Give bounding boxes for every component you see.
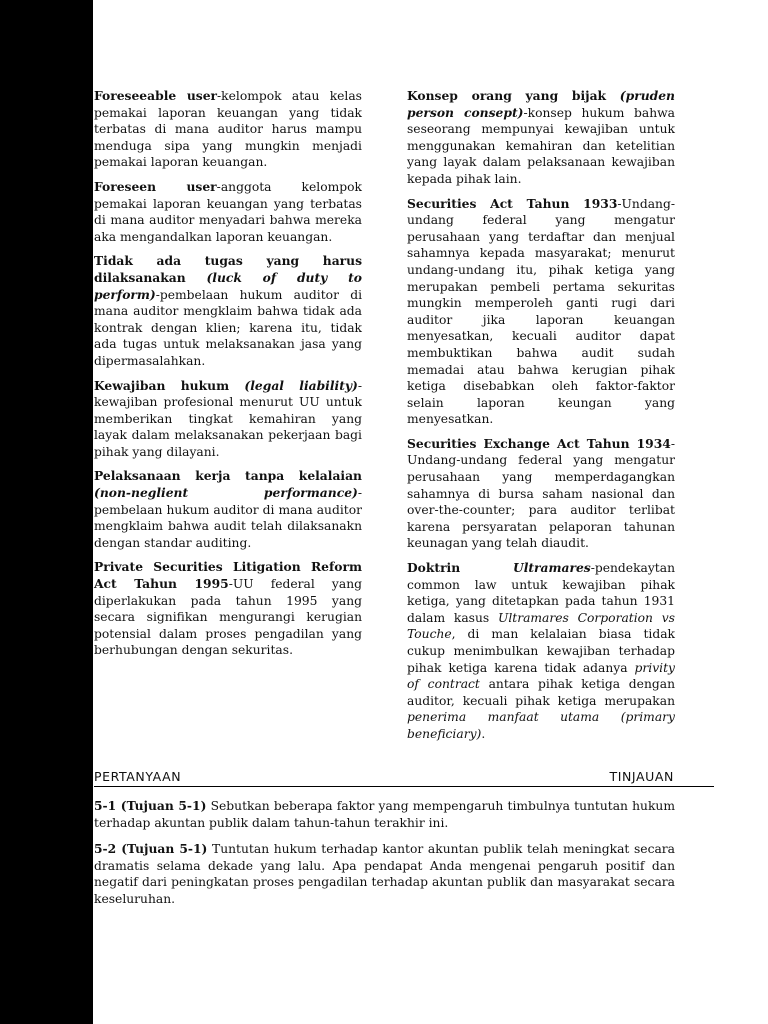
question-item xyxy=(94,798,675,831)
glossary-term: Foreseen user xyxy=(94,178,217,194)
glossary-definition: , di man kelalaian biasa tidak cukup menimbulkan kewajiban terhadap pihak ketiga karena tidak adanya xyxy=(407,627,675,675)
glossary-entry xyxy=(94,468,362,551)
glossary-term: Doktrin xyxy=(407,560,513,576)
section-header xyxy=(94,768,714,787)
glossary-emphasis: privity of contract xyxy=(407,660,675,692)
left-margin-bar xyxy=(0,0,93,1024)
glossary-definition: . xyxy=(481,726,486,741)
section-title-right: TINJAUAN xyxy=(609,769,674,784)
glossary-term: Tidak ada tugas yang harus dilaksanakan xyxy=(94,253,362,285)
glossary-entry xyxy=(407,88,675,188)
glossary-emphasis: Ultramares Corporation vs Touche xyxy=(407,610,675,642)
glossary-definition: -kewajiban profesional menurut UU untuk memberikan tingkat kemahiran yang layak dalam melaksanakan pekerjaan bagi pihak yang dilayani. xyxy=(94,378,362,459)
question-text: Sebutkan beberapa faktor yang mempengaruh timbulnya tuntutan hukum terhadap akuntan publik dalam tahun-tahun terakhir ini. xyxy=(94,799,676,830)
glossary-entry xyxy=(94,253,362,369)
glossary-definition: - pembelaan hukum auditor di mana auditor mengklaim bahwa audit telah dilaksanakn dengan standar auditing. xyxy=(94,486,362,550)
glossary-entry xyxy=(94,378,362,461)
glossary-entry xyxy=(94,559,362,659)
glossary-definition: antara pihak ketiga dengan auditor, kecuali pihak ketiga merupakan xyxy=(407,677,675,708)
glossary-term: Private Securities Litigation Reform Act Tahun 1995 xyxy=(94,559,362,592)
glossary-term: Securities Act Tahun 1933 xyxy=(407,195,618,211)
glossary-term: Kewajiban hukum xyxy=(94,377,245,393)
glossary-definition: -Undang-undang federal yang mengatur perusahaan yang memperdagangkan sahamnya di bursa saham nasional dan over-the-counter; para auditor terlibat karena persyaratan pelaporan tahunan keunagan yang telah diaudit. xyxy=(407,436,675,551)
glossary-entry xyxy=(94,88,362,171)
glossary-emphasis: (non-neglient performance) xyxy=(94,485,358,501)
glossary-term: Konsep orang yang bijak xyxy=(407,88,620,103)
glossary-entry xyxy=(407,196,675,428)
glossary-emphasis: penerima manfaat utama (primary beneficiary) xyxy=(407,710,675,741)
glossary-right-column xyxy=(407,88,675,751)
question-number: 5-1 (Tujuan 5-1) xyxy=(94,798,207,813)
section-title-left: PERTANYAAN xyxy=(94,769,182,784)
glossary-term: Foreseeable user xyxy=(94,88,218,103)
glossary-term: Pelaksanaan kerja tanpa kelalaian xyxy=(94,468,362,484)
glossary-definition: -pendekaytan common law untuk kewajiban pihak ketiga, yang ditetapkan pada tahun 1931 dalam kasus xyxy=(407,561,675,625)
glossary-entry xyxy=(407,436,675,552)
glossary-left-column xyxy=(94,88,362,667)
glossary-definition: -UU federal yang diperlakukan pada tahun 1995 yang secara signifikan mengurangi kerugian potensial dalam proses pengadilan yang berhubungan dengan sekuritas. xyxy=(94,577,362,658)
glossary-emphasis: (legal liability) xyxy=(244,377,358,393)
glossary-emphasis: (luck of duty to perform) xyxy=(94,269,362,302)
glossary-definition: -Undang-undang federal yang mengatur perusahaan yang terdaftar dan menjual sahamnya kepada masyarakat; menurut undang-undang itu, pihak ketiga yang merupakan pembeli pertama sekuritas mungkin memperoleh ganti rugi dari auditor jika laporan keuangan menyesatkan, kecuali auditor dapat membuktikan bahwa audit sudah memadai atau bahwa kerugian pihak ketiga disebabkan oleh faktor-faktor selain laporan keungan yang menyesatkan. xyxy=(407,196,675,427)
glossary-definition: -anggota kelompok pemakai laporan keuangan yang terbatas di mana auditor menyadari bahwa mereka aka mengandalkan laporan keuangan. xyxy=(94,179,362,244)
glossary-definition: -kelompok atau kelas pemakai laporan keuangan yang tidak terbatas di mana auditor harus mampu menduga sipa yang mungkin menjadi pemakai laporan keuangan. xyxy=(94,89,362,170)
glossary-term: Securities Exchange Act Tahun 1934 xyxy=(407,435,671,451)
question-item xyxy=(94,841,675,907)
glossary-emphasis: Ultramares xyxy=(512,560,591,576)
glossary-entry xyxy=(407,560,675,743)
question-text: Tuntutan hukum terhadap kantor akuntan publik telah meningkat secara dramatis selama dekade yang lalu. Apa pendapat Anda mengenai pengaruh positif dan negatif dari peningkatan proses pengadilan terhadap akuntan publik dan masyarakat secara keseluruhan. xyxy=(94,842,676,906)
glossary-emphasis: (pruden person consept) xyxy=(407,88,675,120)
question-number: 5-2 (Tujuan 5-1) xyxy=(94,841,208,857)
review-questions xyxy=(94,798,675,918)
glossary-entry xyxy=(94,179,362,245)
glossary-definition: -pembelaan hukum auditor di mana auditor mengklaim bahwa tidak ada kontrak dengan klien; karena itu, tidak ada tugas untuk melaksanakan jasa yang dipermasalahkan. xyxy=(94,287,362,368)
glossary-definition: -konsep hukum bahwa seseorang mempunyai kewajiban untuk menggunakan kemahiran dan ketelitian yang layak dalam pelaksanaan kewajiban kepada pihak lain. xyxy=(407,105,675,186)
